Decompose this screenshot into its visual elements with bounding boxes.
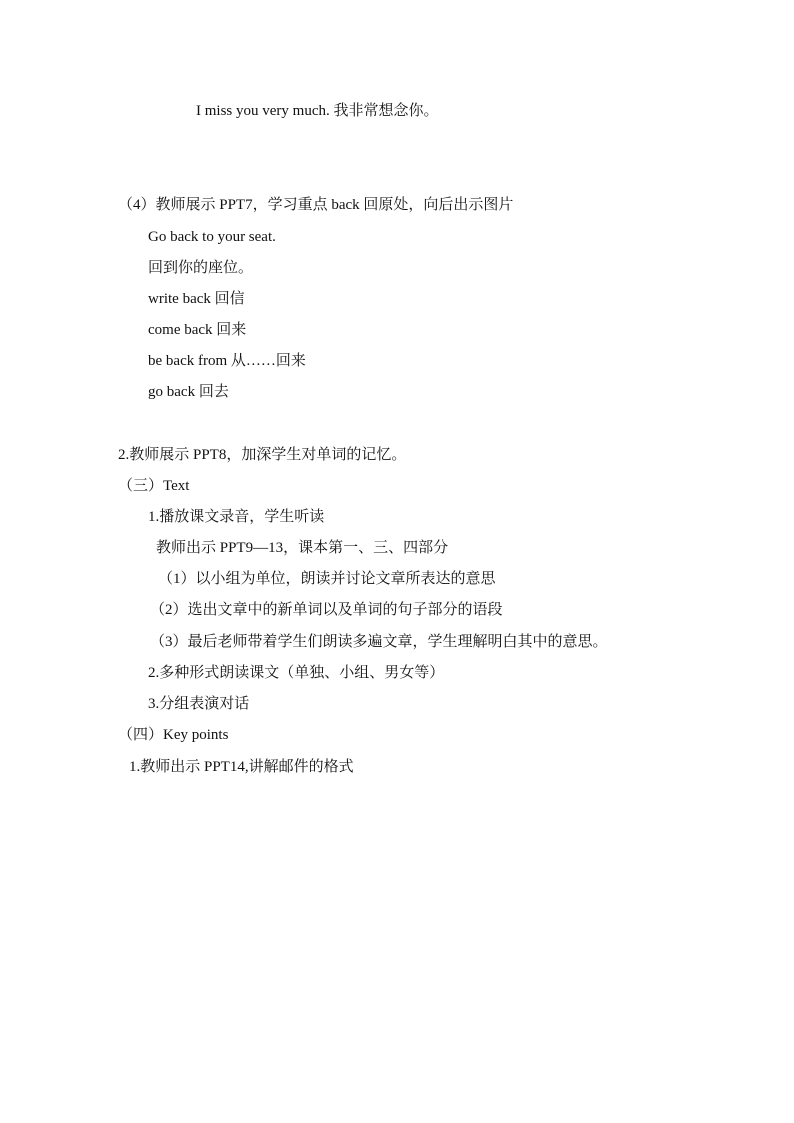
text-substep-1: （1）以小组为单位，朗读并讨论文章所表达的意思 — [158, 571, 496, 587]
phrase-be-back-from: be back from 从……回来 — [148, 353, 306, 369]
text-step-ppt9-13: 教师出示 PPT9—13，课本第一、三、四部分 — [156, 540, 449, 556]
phrase-come-back: come back 回来 — [148, 322, 247, 338]
text-step-3: 3.分组表演对话 — [148, 696, 250, 712]
section-4-key-points-heading: （四）Key points — [118, 727, 229, 743]
step-4-heading: （4）教师展示 PPT7，学习重点 back 回原处，向后出示图片 — [118, 197, 514, 213]
example-translation-seat: 回到你的座位。 — [148, 260, 254, 276]
key-points-step-1: 1.教师出示 PPT14,讲解邮件的格式 — [129, 759, 354, 775]
phrase-go-back: go back 回去 — [148, 384, 229, 400]
text-substep-2: （2）选出文章中的新单词以及单词的句子部分的语段 — [150, 602, 503, 618]
text-substep-3: （3）最后老师带着学生们朗读多遍文章，学生理解明白其中的意思。 — [150, 634, 608, 650]
example-go-back-to-your-seat: Go back to your seat. — [148, 229, 276, 245]
section-3-text-heading: （三）Text — [118, 478, 190, 494]
phrase-write-back: write back 回信 — [148, 291, 245, 307]
sentence-i-miss-you: I miss you very much. 我非常想念你。 — [196, 103, 439, 119]
step-2-ppt8: 2.教师展示 PPT8，加深学生对单词的记忆。 — [118, 447, 407, 463]
text-step-2: 2.多种形式朗读课文（单独、小组、男女等） — [148, 665, 445, 681]
text-step-1: 1.播放课文录音，学生听读 — [148, 509, 325, 525]
